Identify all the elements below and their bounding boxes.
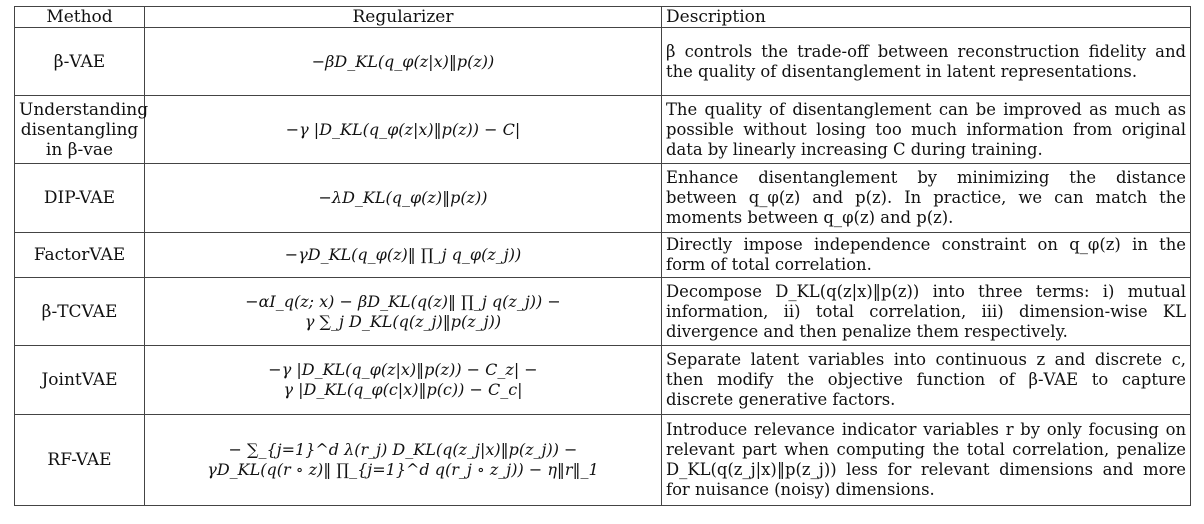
regularizer-line: − ∑_{j=1}^d λ(r_j) D_KL(q(z_j|x)‖p(z_j)) − <box>228 440 578 459</box>
regularizer-line: −γ |D_KL(q_φ(z|x)‖p(z)) − C| <box>285 119 521 139</box>
description-cell: Introduce relevance indicator variables r by only focusing on relevant part when computing the total correlation, penalize D_KL(q(z_j|x)‖p(z_j)) less for relevant dimensions and more for nuisance (noisy) dimensions. <box>662 415 1191 506</box>
regularizer-cell <box>145 346 662 415</box>
table-row <box>15 278 1191 346</box>
method-cell: DIP-VAE <box>15 164 145 233</box>
regularizer-line: −αI_q(z; x) − βD_KL(q(z)‖ ∏_j q(z_j)) − <box>245 291 561 311</box>
header-description: Description <box>662 7 1191 28</box>
method-cell: JointVAE <box>15 346 145 415</box>
regularizer-cell <box>145 164 662 233</box>
regularizer-cell <box>145 278 662 346</box>
description-cell: Decompose D_KL(q(z|x)‖p(z)) into three terms: i) mutual information, ii) total correlation, iii) dimension-wise KL divergence and then penalize them respectively. <box>662 278 1191 346</box>
header-method: Method <box>15 7 145 28</box>
description-cell: Directly impose independence constraint on q_φ(z) in the form of total correlation. <box>662 233 1191 278</box>
regularizer-line: −γD_KL(q_φ(z)‖ ∏_j q_φ(z_j)) <box>284 245 522 264</box>
regularizer-line: γ |D_KL(q_φ(c|x)‖p(c)) − C_c| <box>283 380 523 399</box>
vae-regularizer-table <box>14 6 1191 506</box>
table-row <box>15 28 1191 96</box>
table-row <box>15 96 1191 164</box>
regularizer-cell <box>145 28 662 96</box>
description-cell: Enhance disentanglement by minimizing the distance between q_φ(z) and p(z). In practice, we can match the moments between q_φ(z) and p(z). <box>662 164 1191 233</box>
method-cell: Understanding disentangling in β-vae <box>15 96 145 164</box>
regularizer-line: −γ |D_KL(q_φ(z|x)‖p(z)) − C_z| − <box>268 360 538 379</box>
table-row <box>15 346 1191 415</box>
method-cell: RF-VAE <box>15 415 145 506</box>
table-row <box>15 164 1191 233</box>
description-cell: β controls the trade-off between reconstruction fidelity and the quality of disentanglement in latent representations. <box>662 28 1191 96</box>
method-cell: FactorVAE <box>15 233 145 278</box>
table-row <box>15 415 1191 506</box>
regularizer-cell <box>145 415 662 506</box>
header-row <box>15 7 1191 28</box>
regularizer-line: −βD_KL(q_φ(z|x)‖p(z)) <box>311 51 495 71</box>
method-cell: β-VAE <box>15 28 145 96</box>
header-regularizer: Regularizer <box>145 7 662 28</box>
description-cell: Separate latent variables into continuous z and discrete c, then modify the objective function of β-VAE to capture discrete generative factors. <box>662 346 1191 415</box>
regularizer-line: −λD_KL(q_φ(z)‖p(z)) <box>318 188 488 207</box>
regularizer-line: γ ∑_j D_KL(q(z_j)‖p(z_j)) <box>304 311 502 331</box>
table-row <box>15 233 1191 278</box>
method-cell: β-TCVAE <box>15 278 145 346</box>
regularizer-cell <box>145 233 662 278</box>
description-cell: The quality of disentanglement can be improved as much as possible without losing too much information from original data by linearly increasing C during training. <box>662 96 1191 164</box>
regularizer-line: γD_KL(q(r ∘ z)‖ ∏_{j=1}^d q(r_j ∘ z_j)) − η‖r‖_1 <box>207 460 599 479</box>
regularizer-cell <box>145 96 662 164</box>
